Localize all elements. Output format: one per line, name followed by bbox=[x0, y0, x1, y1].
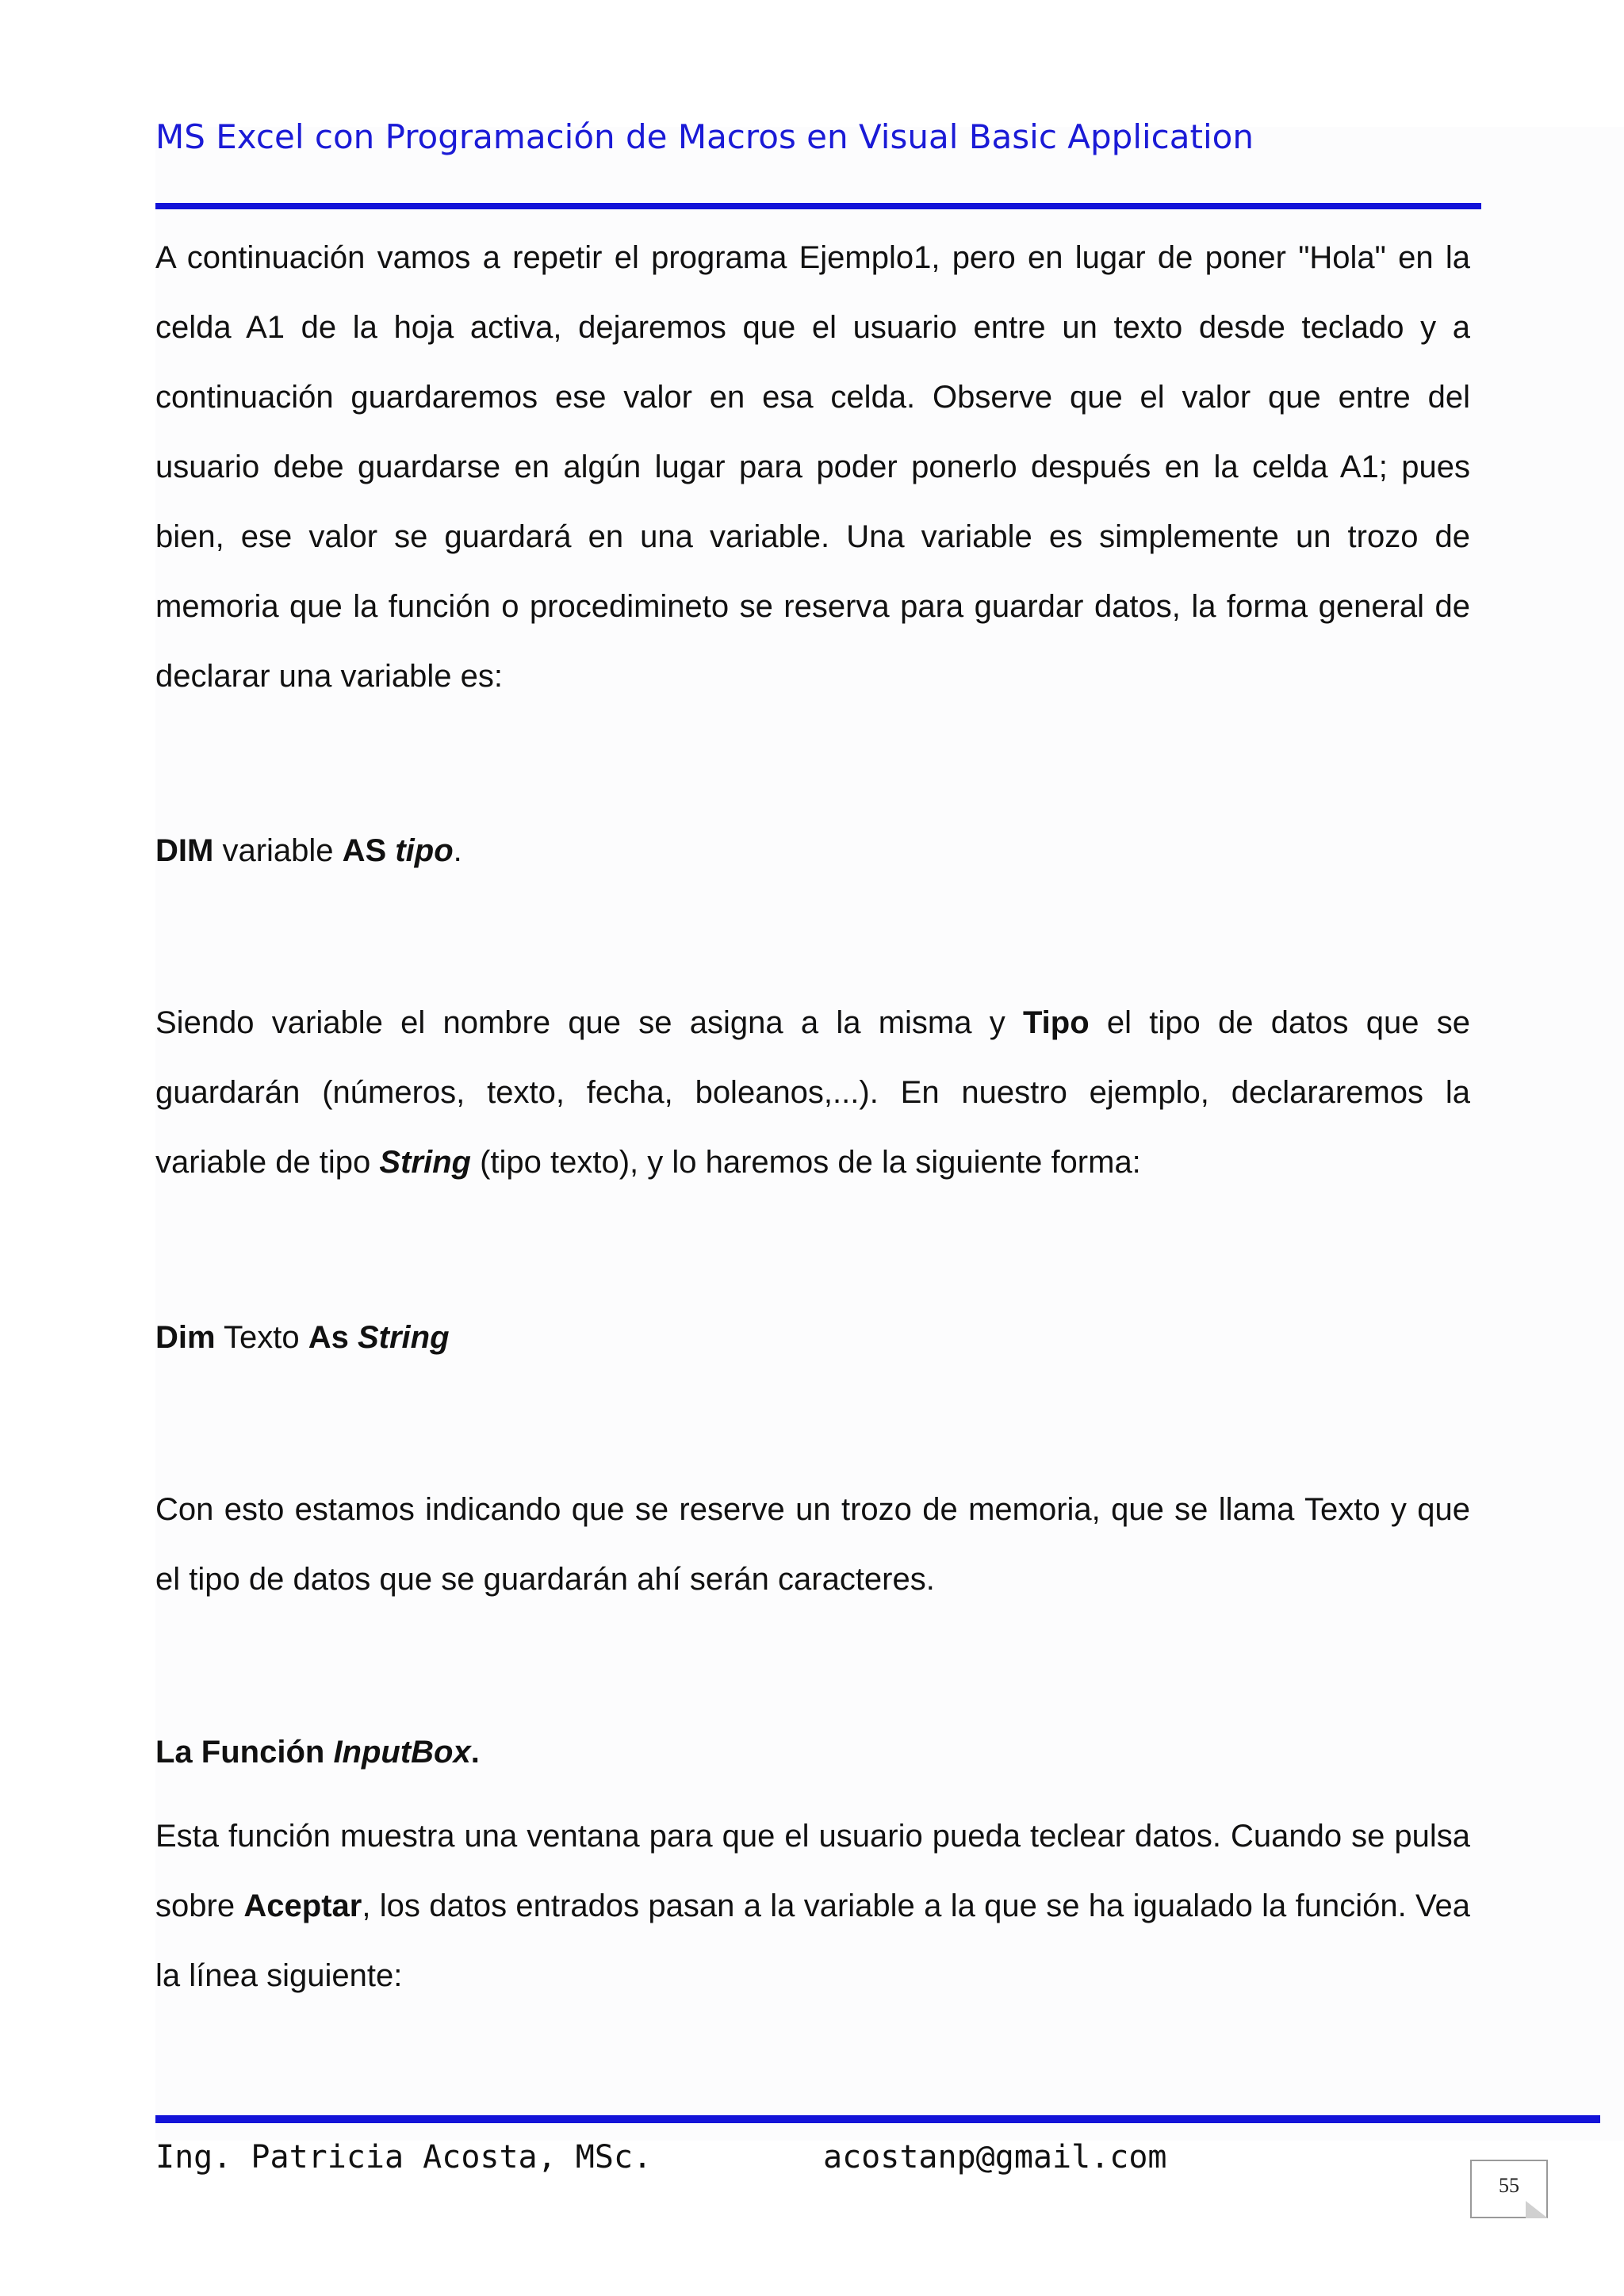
inputbox-paragraph bbox=[155, 1801, 1470, 2011]
type-paragraph bbox=[155, 988, 1470, 1197]
footer-author: Ing. Patricia Acosta, MSc. bbox=[155, 2139, 653, 2175]
type-paragraph-part-3: (tipo texto), y lo haremos de la siguiente forma: bbox=[470, 1145, 1141, 1180]
code-example-text bbox=[155, 1303, 1470, 1372]
syntax-line bbox=[155, 816, 1470, 886]
code-example bbox=[155, 1303, 1470, 1372]
syntax-type: tipo bbox=[395, 833, 454, 868]
type-paragraph-part-1: Siendo variable el nombre que se asigna a la misma y bbox=[155, 1005, 1023, 1040]
code-space bbox=[349, 1320, 358, 1355]
memory-paragraph-text: Con esto estamos indicando que se reserve un trozo de memoria, que se llama Texto y que el tipo de datos que se guardarán ahí serán caracteres. bbox=[155, 1492, 1470, 1597]
inputbox-term: InputBox bbox=[333, 1735, 471, 1770]
dim-keyword: DIM bbox=[155, 833, 214, 868]
intro-paragraph bbox=[155, 223, 1470, 711]
code-as-keyword: As bbox=[308, 1320, 349, 1355]
inputbox-paragraph-text bbox=[155, 1801, 1470, 2011]
intro-paragraph-text: A continuación vamos a repetir el programa Ejemplo1, pero en lugar de poner "Hola" en la celda A1 de la hoja activa, dejaremos que el usuario entre un texto desde teclado y a continuación guardaremos ese valor en esa celda. Observe que el valor que entre del usuario debe guardarse en algún lugar para poder ponerlo después en la celda A1; pues bien, ese valor se guardará en una variable. Una variable es simplemente un trozo de memoria que la función o procedimineto se reserva para guardar datos, la forma general de declarar una variable es: bbox=[155, 240, 1470, 694]
code-dim-keyword: Dim bbox=[155, 1320, 216, 1355]
syntax-variable: variable bbox=[213, 833, 343, 868]
tipo-term: Tipo bbox=[1022, 1005, 1090, 1040]
header-rule bbox=[155, 203, 1481, 209]
header-title: MS Excel con Programación de Macros en Visual Basic Application bbox=[155, 117, 1254, 156]
type-paragraph-text bbox=[155, 988, 1470, 1197]
heading-period: . bbox=[470, 1735, 480, 1770]
section-heading-text bbox=[155, 1717, 1470, 1787]
page-number: 55 bbox=[1499, 2174, 1519, 2197]
inputbox-paragraph-part-1: Esta función muestra una ventana para que el usuario pueda teclear datos. Cuando se pulsa sobre bbox=[155, 1819, 1470, 1923]
syntax-space bbox=[386, 833, 395, 868]
code-variable: Texto bbox=[215, 1320, 308, 1355]
syntax-line-text bbox=[155, 816, 1470, 886]
aceptar-term: Aceptar bbox=[243, 1888, 362, 1923]
syntax-period: . bbox=[453, 833, 462, 868]
heading-part-1: La Función bbox=[155, 1735, 334, 1770]
section-heading bbox=[155, 1717, 1470, 1787]
page-number-box bbox=[1470, 2160, 1548, 2218]
footer-email: acostanp@gmail.com bbox=[823, 2139, 1167, 2175]
type-paragraph-part-2: el tipo de datos que se guardarán (números, texto, fecha, boleanos,...). En nuestro ejemplo, declararemos la variable de tipo bbox=[155, 1005, 1471, 1180]
page-corner-fold-icon bbox=[1526, 2201, 1548, 2218]
footer-rule bbox=[155, 2115, 1600, 2123]
string-term: String bbox=[379, 1145, 471, 1180]
as-keyword: AS bbox=[342, 833, 387, 868]
inputbox-paragraph-part-2: , los datos entrados pasan a la variable a la que se ha igualado la función. Vea la línea siguiente: bbox=[155, 1888, 1470, 1993]
memory-paragraph bbox=[155, 1475, 1470, 1614]
code-type: String bbox=[357, 1320, 450, 1355]
